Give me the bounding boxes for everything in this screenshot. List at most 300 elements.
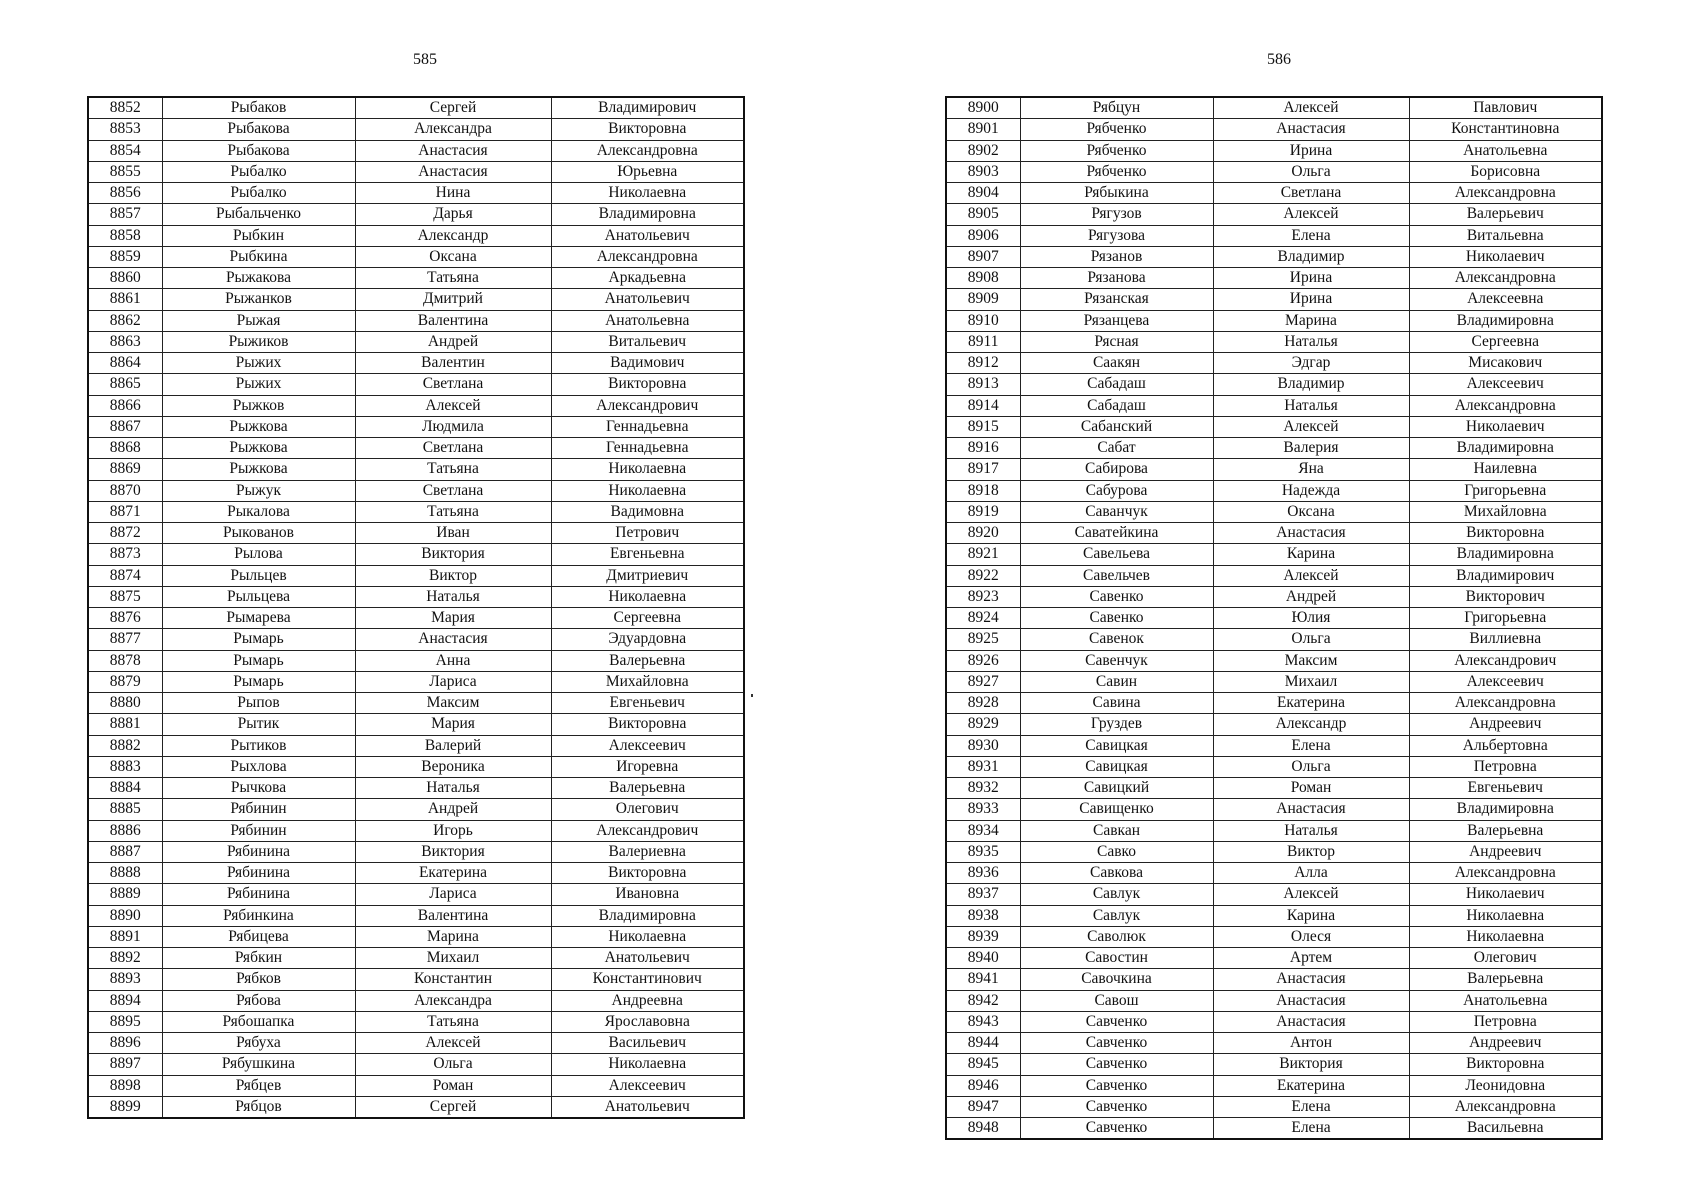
table-row bbox=[946, 1033, 1602, 1054]
row-number-cell: 8943 bbox=[946, 1011, 1020, 1032]
table-row bbox=[88, 161, 744, 182]
surname-cell: Савицкая bbox=[1020, 735, 1213, 756]
surname-cell: Савченко bbox=[1020, 1033, 1213, 1054]
surname-cell: Рябушкина bbox=[162, 1054, 355, 1075]
first-name-cell: Анастасия bbox=[355, 161, 551, 182]
patronymic-cell: Николаевич bbox=[1409, 884, 1602, 905]
surname-cell: Савенко bbox=[1020, 586, 1213, 607]
surname-cell: Сабадаш bbox=[1020, 395, 1213, 416]
patronymic-cell: Александровна bbox=[1409, 395, 1602, 416]
surname-cell: Савищенко bbox=[1020, 799, 1213, 820]
table-row bbox=[946, 799, 1602, 820]
patronymic-cell: Александровна bbox=[1409, 183, 1602, 204]
surname-cell: Савченко bbox=[1020, 1075, 1213, 1096]
patronymic-cell: Анатольевич bbox=[551, 1096, 744, 1118]
row-number-cell: 8886 bbox=[88, 820, 162, 841]
table-row bbox=[88, 905, 744, 926]
row-number-cell: 8862 bbox=[88, 310, 162, 331]
table-row bbox=[88, 183, 744, 204]
first-name-cell: Анастасия bbox=[1213, 969, 1409, 990]
surname-cell: Рязанова bbox=[1020, 268, 1213, 289]
surname-cell: Рыбалко bbox=[162, 161, 355, 182]
table-row bbox=[946, 841, 1602, 862]
row-number-cell: 8884 bbox=[88, 778, 162, 799]
row-number-cell: 8854 bbox=[88, 140, 162, 161]
patronymic-cell: Николаевич bbox=[1409, 416, 1602, 437]
table-row bbox=[88, 693, 744, 714]
patronymic-cell: Вадимович bbox=[551, 353, 744, 374]
row-number-cell: 8941 bbox=[946, 969, 1020, 990]
surname-cell: Савченко bbox=[1020, 1054, 1213, 1075]
row-number-cell: 8885 bbox=[88, 799, 162, 820]
first-name-cell: Артем bbox=[1213, 948, 1409, 969]
first-name-cell: Владимир bbox=[1213, 374, 1409, 395]
first-name-cell: Сергей bbox=[355, 1096, 551, 1118]
patronymic-cell: Петрович bbox=[551, 523, 744, 544]
table-row bbox=[946, 1054, 1602, 1075]
patronymic-cell: Витальевич bbox=[551, 331, 744, 352]
patronymic-cell: Николаевна bbox=[551, 183, 744, 204]
table-row bbox=[946, 395, 1602, 416]
table-row bbox=[946, 331, 1602, 352]
patronymic-cell: Анатольевич bbox=[551, 225, 744, 246]
patronymic-cell: Валерьевна bbox=[551, 778, 744, 799]
table-row bbox=[88, 735, 744, 756]
table-row bbox=[88, 331, 744, 352]
first-name-cell: Алексей bbox=[355, 1033, 551, 1054]
first-name-cell: Анастасия bbox=[355, 140, 551, 161]
patronymic-cell: Андреевна bbox=[551, 990, 744, 1011]
patronymic-cell: Наилевна bbox=[1409, 459, 1602, 480]
row-number-cell: 8923 bbox=[946, 586, 1020, 607]
table-row bbox=[88, 353, 744, 374]
patronymic-cell: Васильевич bbox=[551, 1033, 744, 1054]
first-name-cell: Юлия bbox=[1213, 608, 1409, 629]
patronymic-cell: Викторовна bbox=[551, 863, 744, 884]
table-row bbox=[946, 161, 1602, 182]
row-number-cell: 8871 bbox=[88, 501, 162, 522]
roster-table bbox=[87, 96, 745, 1119]
surname-cell: Саватейкина bbox=[1020, 523, 1213, 544]
surname-cell: Сабурова bbox=[1020, 480, 1213, 501]
table-row bbox=[88, 225, 744, 246]
first-name-cell: Анна bbox=[355, 650, 551, 671]
row-number-cell: 8907 bbox=[946, 246, 1020, 267]
first-name-cell: Олеся bbox=[1213, 926, 1409, 947]
patronymic-cell: Николаевна bbox=[551, 926, 744, 947]
row-number-cell: 8909 bbox=[946, 289, 1020, 310]
surname-cell: Рябова bbox=[162, 990, 355, 1011]
first-name-cell: Виктория bbox=[355, 841, 551, 862]
surname-cell: Рытик bbox=[162, 714, 355, 735]
patronymic-cell: Александровна bbox=[551, 140, 744, 161]
row-number-cell: 8932 bbox=[946, 778, 1020, 799]
table-row bbox=[946, 544, 1602, 565]
first-name-cell: Александр bbox=[1213, 714, 1409, 735]
first-name-cell: Людмила bbox=[355, 416, 551, 437]
table-row bbox=[88, 1011, 744, 1032]
patronymic-cell: Валерьевна bbox=[551, 650, 744, 671]
first-name-cell: Татьяна bbox=[355, 501, 551, 522]
patronymic-cell: Валериевна bbox=[551, 841, 744, 862]
surname-cell: Рябченко bbox=[1020, 161, 1213, 182]
surname-cell: Рымарева bbox=[162, 608, 355, 629]
patronymic-cell: Павлович bbox=[1409, 97, 1602, 119]
patronymic-cell: Владимировна bbox=[1409, 438, 1602, 459]
surname-cell: Рябченко bbox=[1020, 119, 1213, 140]
surname-cell: Савченко bbox=[1020, 1096, 1213, 1117]
page-number: 585 bbox=[413, 51, 437, 68]
patronymic-cell: Викторович bbox=[1409, 586, 1602, 607]
row-number-cell: 8899 bbox=[88, 1096, 162, 1118]
patronymic-cell: Александровна bbox=[1409, 1096, 1602, 1117]
first-name-cell: Виктория bbox=[1213, 1054, 1409, 1075]
table-row bbox=[88, 756, 744, 777]
patronymic-cell: Николаевна bbox=[551, 459, 744, 480]
surname-cell: Савенок bbox=[1020, 629, 1213, 650]
surname-cell: Рылова bbox=[162, 544, 355, 565]
table-row bbox=[946, 820, 1602, 841]
row-number-cell: 8882 bbox=[88, 735, 162, 756]
first-name-cell: Оксана bbox=[1213, 501, 1409, 522]
first-name-cell: Михаил bbox=[1213, 671, 1409, 692]
surname-cell: Рябинин bbox=[162, 820, 355, 841]
table-row bbox=[946, 905, 1602, 926]
first-name-cell: Валентин bbox=[355, 353, 551, 374]
table-row bbox=[946, 1075, 1602, 1096]
patronymic-cell: Викторовна bbox=[1409, 523, 1602, 544]
surname-cell: Рыжук bbox=[162, 480, 355, 501]
surname-cell: Рябицева bbox=[162, 926, 355, 947]
surname-cell: Рыхлова bbox=[162, 756, 355, 777]
table-row bbox=[88, 1096, 744, 1118]
table-row bbox=[88, 629, 744, 650]
row-number-cell: 8940 bbox=[946, 948, 1020, 969]
surname-cell: Сабат bbox=[1020, 438, 1213, 459]
surname-cell: Савицкий bbox=[1020, 778, 1213, 799]
first-name-cell: Алла bbox=[1213, 863, 1409, 884]
table-row bbox=[946, 523, 1602, 544]
patronymic-cell: Викторовна bbox=[1409, 1054, 1602, 1075]
surname-cell: Саакян bbox=[1020, 353, 1213, 374]
table-row bbox=[88, 268, 744, 289]
surname-cell: Рымарь bbox=[162, 629, 355, 650]
surname-cell: Рябинина bbox=[162, 863, 355, 884]
row-number-cell: 8944 bbox=[946, 1033, 1020, 1054]
first-name-cell: Дмитрий bbox=[355, 289, 551, 310]
patronymic-cell: Владимирович bbox=[1409, 565, 1602, 586]
patronymic-cell: Григорьевна bbox=[1409, 608, 1602, 629]
table-row bbox=[946, 310, 1602, 331]
surname-cell: Рыльцев bbox=[162, 565, 355, 586]
first-name-cell: Ольга bbox=[1213, 161, 1409, 182]
first-name-cell: Алексей bbox=[1213, 565, 1409, 586]
page-right bbox=[841, 0, 1682, 1200]
surname-cell: Рыбальченко bbox=[162, 204, 355, 225]
first-name-cell: Яна bbox=[1213, 459, 1409, 480]
table-row bbox=[88, 778, 744, 799]
first-name-cell: Анастасия bbox=[1213, 1011, 1409, 1032]
surname-cell: Савельева bbox=[1020, 544, 1213, 565]
roster-table-body bbox=[88, 97, 744, 1118]
table-row bbox=[946, 459, 1602, 480]
surname-cell: Рябинина bbox=[162, 884, 355, 905]
first-name-cell: Елена bbox=[1213, 735, 1409, 756]
patronymic-cell: Владимировна bbox=[1409, 310, 1602, 331]
first-name-cell: Алексей bbox=[1213, 204, 1409, 225]
surname-cell: Рясная bbox=[1020, 331, 1213, 352]
patronymic-cell: Николаевич bbox=[1409, 246, 1602, 267]
first-name-cell: Роман bbox=[355, 1075, 551, 1096]
row-number-cell: 8942 bbox=[946, 990, 1020, 1011]
first-name-cell: Алексей bbox=[1213, 884, 1409, 905]
patronymic-cell: Александровна bbox=[1409, 863, 1602, 884]
patronymic-cell: Ярославовна bbox=[551, 1011, 744, 1032]
table-row bbox=[946, 353, 1602, 374]
table-row bbox=[946, 778, 1602, 799]
row-number-cell: 8916 bbox=[946, 438, 1020, 459]
row-number-cell: 8937 bbox=[946, 884, 1020, 905]
patronymic-cell: Сергеевна bbox=[551, 608, 744, 629]
patronymic-cell: Алексеевич bbox=[551, 1075, 744, 1096]
row-number-cell: 8930 bbox=[946, 735, 1020, 756]
first-name-cell: Наталья bbox=[1213, 820, 1409, 841]
patronymic-cell: Алексеевич bbox=[551, 735, 744, 756]
table-row bbox=[88, 119, 744, 140]
patronymic-cell: Валерьевич bbox=[1409, 204, 1602, 225]
patronymic-cell: Анатольевна bbox=[1409, 140, 1602, 161]
patronymic-cell: Дмитриевич bbox=[551, 565, 744, 586]
row-number-cell: 8878 bbox=[88, 650, 162, 671]
row-number-cell: 8929 bbox=[946, 714, 1020, 735]
patronymic-cell: Виллиевна bbox=[1409, 629, 1602, 650]
patronymic-cell: Юрьевна bbox=[551, 161, 744, 182]
surname-cell: Сабанский bbox=[1020, 416, 1213, 437]
patronymic-cell: Александровна bbox=[1409, 268, 1602, 289]
surname-cell: Рымарь bbox=[162, 671, 355, 692]
surname-cell: Рябуха bbox=[162, 1033, 355, 1054]
row-number-cell: 8906 bbox=[946, 225, 1020, 246]
row-number-cell: 8893 bbox=[88, 969, 162, 990]
patronymic-cell: Борисовна bbox=[1409, 161, 1602, 182]
row-number-cell: 8866 bbox=[88, 395, 162, 416]
table-row bbox=[946, 140, 1602, 161]
patronymic-cell: Владимировна bbox=[551, 905, 744, 926]
table-row bbox=[946, 565, 1602, 586]
table-row bbox=[946, 374, 1602, 395]
surname-cell: Савченко bbox=[1020, 1011, 1213, 1032]
patronymic-cell: Николаевна bbox=[1409, 926, 1602, 947]
table-row bbox=[88, 310, 744, 331]
first-name-cell: Алексей bbox=[1213, 97, 1409, 119]
row-number-cell: 8859 bbox=[88, 246, 162, 267]
table-row bbox=[88, 374, 744, 395]
first-name-cell: Ирина bbox=[1213, 289, 1409, 310]
table-row bbox=[88, 969, 744, 990]
first-name-cell: Андрей bbox=[355, 799, 551, 820]
surname-cell: Савин bbox=[1020, 671, 1213, 692]
row-number-cell: 8912 bbox=[946, 353, 1020, 374]
table-row bbox=[946, 97, 1602, 119]
table-row bbox=[88, 97, 744, 119]
surname-cell: Савельчев bbox=[1020, 565, 1213, 586]
row-number-cell: 8889 bbox=[88, 884, 162, 905]
table-row bbox=[88, 650, 744, 671]
table-row bbox=[946, 268, 1602, 289]
table-row bbox=[88, 841, 744, 862]
first-name-cell: Наталья bbox=[355, 586, 551, 607]
row-number-cell: 8901 bbox=[946, 119, 1020, 140]
row-number-cell: 8897 bbox=[88, 1054, 162, 1075]
surname-cell: Рыльцева bbox=[162, 586, 355, 607]
first-name-cell: Валентина bbox=[355, 905, 551, 926]
first-name-cell: Владимир bbox=[1213, 246, 1409, 267]
row-number-cell: 8915 bbox=[946, 416, 1020, 437]
first-name-cell: Роман bbox=[1213, 778, 1409, 799]
first-name-cell: Светлана bbox=[355, 438, 551, 459]
surname-cell: Савченко bbox=[1020, 1118, 1213, 1140]
row-number-cell: 8869 bbox=[88, 459, 162, 480]
table-row bbox=[946, 629, 1602, 650]
patronymic-cell: Геннадьевна bbox=[551, 438, 744, 459]
table-row bbox=[88, 246, 744, 267]
patronymic-cell: Александровна bbox=[551, 246, 744, 267]
row-number-cell: 8888 bbox=[88, 863, 162, 884]
first-name-cell: Анастасия bbox=[1213, 799, 1409, 820]
first-name-cell: Лариса bbox=[355, 884, 551, 905]
table-row bbox=[946, 225, 1602, 246]
first-name-cell: Константин bbox=[355, 969, 551, 990]
table-row bbox=[946, 671, 1602, 692]
surname-cell: Савко bbox=[1020, 841, 1213, 862]
patronymic-cell: Леонидовна bbox=[1409, 1075, 1602, 1096]
table-row bbox=[946, 1118, 1602, 1140]
first-name-cell: Иван bbox=[355, 523, 551, 544]
row-number-cell: 8881 bbox=[88, 714, 162, 735]
row-number-cell: 8852 bbox=[88, 97, 162, 119]
first-name-cell: Екатерина bbox=[355, 863, 551, 884]
first-name-cell: Ирина bbox=[1213, 268, 1409, 289]
patronymic-cell: Эдуардовна bbox=[551, 629, 744, 650]
surname-cell: Рыпов bbox=[162, 693, 355, 714]
row-number-cell: 8872 bbox=[88, 523, 162, 544]
surname-cell: Рязанцева bbox=[1020, 310, 1213, 331]
table-row bbox=[88, 799, 744, 820]
surname-cell: Рябков bbox=[162, 969, 355, 990]
surname-cell: Рыбакова bbox=[162, 119, 355, 140]
patronymic-cell: Григорьевна bbox=[1409, 480, 1602, 501]
surname-cell: Рыкованов bbox=[162, 523, 355, 544]
first-name-cell: Анастасия bbox=[1213, 990, 1409, 1011]
surname-cell: Рябцов bbox=[162, 1096, 355, 1118]
patronymic-cell: Анатольевна bbox=[1409, 990, 1602, 1011]
patronymic-cell: Петровна bbox=[1409, 1011, 1602, 1032]
row-number-cell: 8946 bbox=[946, 1075, 1020, 1096]
first-name-cell: Дарья bbox=[355, 204, 551, 225]
patronymic-cell: Александрович bbox=[1409, 650, 1602, 671]
first-name-cell: Алексей bbox=[1213, 416, 1409, 437]
row-number-cell: 8894 bbox=[88, 990, 162, 1011]
row-number-cell: 8870 bbox=[88, 480, 162, 501]
patronymic-cell: Алексеевич bbox=[1409, 374, 1602, 395]
roster-table-body bbox=[946, 97, 1602, 1139]
row-number-cell: 8936 bbox=[946, 863, 1020, 884]
row-number-cell: 8935 bbox=[946, 841, 1020, 862]
patronymic-cell: Ивановна bbox=[551, 884, 744, 905]
row-number-cell: 8927 bbox=[946, 671, 1020, 692]
row-number-cell: 8879 bbox=[88, 671, 162, 692]
row-number-cell: 8867 bbox=[88, 416, 162, 437]
row-number-cell: 8919 bbox=[946, 501, 1020, 522]
row-number-cell: 8918 bbox=[946, 480, 1020, 501]
row-number-cell: 8873 bbox=[88, 544, 162, 565]
row-number-cell: 8857 bbox=[88, 204, 162, 225]
patronymic-cell: Владимирович bbox=[551, 97, 744, 119]
roster-table bbox=[945, 96, 1603, 1140]
surname-cell: Савош bbox=[1020, 990, 1213, 1011]
first-name-cell: Анастасия bbox=[1213, 119, 1409, 140]
surname-cell: Рыжиков bbox=[162, 331, 355, 352]
table-row bbox=[88, 1075, 744, 1096]
surname-cell: Рябыкина bbox=[1020, 183, 1213, 204]
first-name-cell: Светлана bbox=[355, 374, 551, 395]
patronymic-cell: Мисакович bbox=[1409, 353, 1602, 374]
row-number-cell: 8891 bbox=[88, 926, 162, 947]
first-name-cell: Наталья bbox=[355, 778, 551, 799]
row-number-cell: 8856 bbox=[88, 183, 162, 204]
surname-cell: Сабадаш bbox=[1020, 374, 1213, 395]
row-number-cell: 8925 bbox=[946, 629, 1020, 650]
surname-cell: Савлук bbox=[1020, 905, 1213, 926]
table-row bbox=[88, 948, 744, 969]
surname-cell: Рябченко bbox=[1020, 140, 1213, 161]
first-name-cell: Максим bbox=[1213, 650, 1409, 671]
patronymic-cell: Владимировна bbox=[1409, 544, 1602, 565]
row-number-cell: 8922 bbox=[946, 565, 1020, 586]
row-number-cell: 8917 bbox=[946, 459, 1020, 480]
table-row bbox=[88, 523, 744, 544]
first-name-cell: Валерия bbox=[1213, 438, 1409, 459]
surname-cell: Рябинин bbox=[162, 799, 355, 820]
first-name-cell: Надежда bbox=[1213, 480, 1409, 501]
patronymic-cell: Викторовна bbox=[551, 119, 744, 140]
patronymic-cell: Александрович bbox=[551, 395, 744, 416]
surname-cell: Рычкова bbox=[162, 778, 355, 799]
surname-cell: Рябинина bbox=[162, 841, 355, 862]
row-number-cell: 8911 bbox=[946, 331, 1020, 352]
first-name-cell: Александра bbox=[355, 119, 551, 140]
patronymic-cell: Геннадьевна bbox=[551, 416, 744, 437]
first-name-cell: Мария bbox=[355, 714, 551, 735]
surname-cell: Рязанов bbox=[1020, 246, 1213, 267]
row-number-cell: 8908 bbox=[946, 268, 1020, 289]
first-name-cell: Елена bbox=[1213, 1118, 1409, 1140]
patronymic-cell: Викторовна bbox=[551, 374, 744, 395]
surname-cell: Рыжих bbox=[162, 353, 355, 374]
first-name-cell: Светлана bbox=[1213, 183, 1409, 204]
scan-speck bbox=[751, 694, 753, 697]
first-name-cell: Наталья bbox=[1213, 395, 1409, 416]
patronymic-cell: Вадимовна bbox=[551, 501, 744, 522]
row-number-cell: 8904 bbox=[946, 183, 1020, 204]
table-row bbox=[946, 693, 1602, 714]
row-number-cell: 8858 bbox=[88, 225, 162, 246]
table-row bbox=[88, 501, 744, 522]
patronymic-cell: Валерьевна bbox=[1409, 969, 1602, 990]
surname-cell: Рытиков bbox=[162, 735, 355, 756]
first-name-cell: Татьяна bbox=[355, 1011, 551, 1032]
first-name-cell: Сергей bbox=[355, 97, 551, 119]
